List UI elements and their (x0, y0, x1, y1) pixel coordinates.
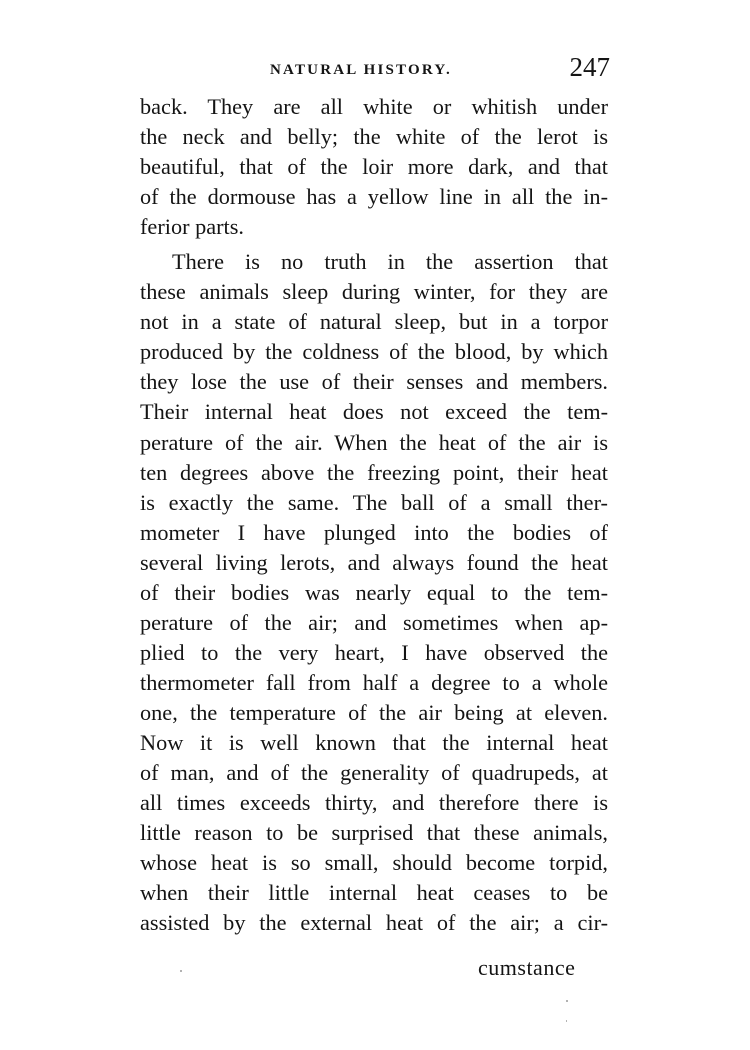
text-line: thermometer fall from half a degree to a whole (140, 669, 608, 695)
page-number: 247 (569, 52, 610, 82)
text-line: of their bodies was nearly equal to the tem- (140, 579, 608, 605)
text-line: plied to the very heart, I have observed the (140, 639, 608, 665)
text-line: of the dormouse has a yellow line in all the in- (140, 184, 608, 210)
text-line: beautiful, that of the loir more dark, and that (140, 154, 608, 180)
text-line: one, the temperature of the air being at eleven. (140, 699, 608, 725)
text-line: ten degrees above the freezing point, their heat (140, 459, 608, 485)
text-line: There is no truth in the assertion that (172, 249, 608, 275)
running-head (140, 52, 610, 90)
text-line: the neck and belly; the white of the lerot is (140, 124, 608, 150)
text-line: these animals sleep during winter, for they are (140, 279, 608, 305)
text-line: perature of the air; and sometimes when ap- (140, 609, 608, 635)
text-line: of man, and of the generality of quadrupeds, at (140, 760, 608, 786)
paper-speck (566, 1000, 568, 1002)
running-title: NATURAL HISTORY. (270, 62, 452, 78)
text-line: back. They are all white or whitish under (140, 94, 608, 119)
text-line: perature of the air. When the heat of the air is (140, 429, 608, 455)
text-line: produced by the coldness of the blood, by which (140, 339, 608, 365)
text-line: Their internal heat does not exceed the tem- (140, 399, 608, 425)
paper-speck (566, 1020, 567, 1022)
catchword: cumstance (478, 955, 576, 980)
text-line: all times exceeds thirty, and therefore there is (140, 790, 608, 816)
text-line: ferior parts. (140, 214, 245, 240)
text-line: several living lerots, and always found the heat (140, 549, 608, 575)
text-line: Now it is well known that the internal heat (140, 729, 608, 755)
text-line: is exactly the same. The ball of a small ther- (140, 489, 608, 515)
text-line: mometer I have plunged into the bodies of (140, 519, 608, 545)
text-line: little reason to be surprised that these animals, (140, 820, 608, 846)
text-line: when their little internal heat ceases to be (140, 880, 608, 906)
text-line: not in a state of natural sleep, but in a torpor (140, 309, 608, 335)
text-line: they lose the use of their senses and members. (140, 369, 608, 395)
body-text (140, 92, 608, 938)
text-line: whose heat is so small, should become torpid, (140, 850, 608, 876)
paper-speck (180, 970, 182, 972)
text-line: assisted by the external heat of the air; a cir- (140, 910, 608, 936)
